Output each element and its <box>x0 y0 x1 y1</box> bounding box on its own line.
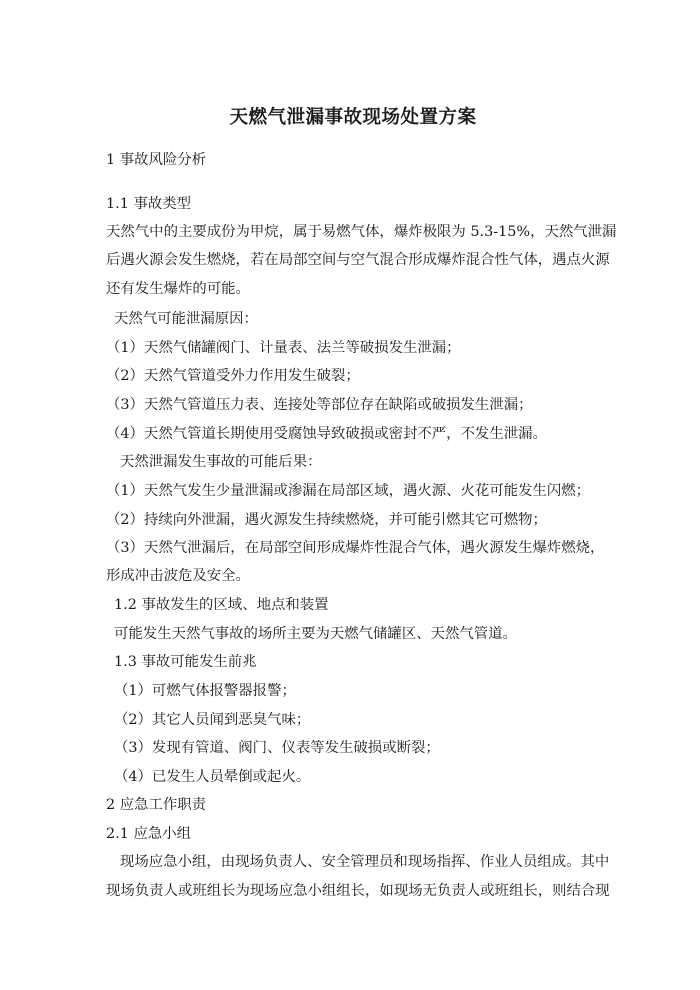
document-page <box>106 0 617 990</box>
list-item: （2）持续向外泄漏，遇火源发生持续燃烧，并可能引燃其它可燃物； <box>106 512 547 528</box>
paragraph-line: 可能发生天然气事故的场所主要为天燃气储罐区、天然气管道。 <box>114 626 517 642</box>
paragraph-line: 天然泄漏发生事故的可能后果： <box>120 454 322 470</box>
list-item: （2）其它人员闻到恶臭气味； <box>114 712 311 728</box>
paragraph-line: 还有发生爆炸的可能。 <box>106 281 250 297</box>
list-item: （4）已发生人员晕倒或起火。 <box>114 769 311 785</box>
subsection-heading-1-3: 1.3 事故可能发生前兆 <box>114 654 257 670</box>
list-item: （1）可燃气体报警器报警； <box>114 683 296 699</box>
paragraph-line: 现场负责人或班组长为现场应急小组组长，如现场无负责人或班组长，则结合现 <box>106 883 610 899</box>
paragraph-line: 天然气可能泄漏原因： <box>114 311 258 327</box>
list-item: （1）天然气发生少量泄漏或渗漏在局部区域，遇火源、火花可能发生闪燃； <box>106 483 591 499</box>
list-item: （3）天然气泄漏后，在局部空间形成爆炸性混合气体，遇火源发生爆炸燃烧， <box>106 540 605 556</box>
paragraph-line: 形成冲击波危及安全。 <box>106 568 250 584</box>
paragraph-line: 天然气中的主要成份为甲烷，属于易燃气体，爆炸极限为 5.3-15%，天然气泄漏 <box>106 224 617 240</box>
subsection-heading-2-1: 2.1 应急小组 <box>106 826 192 842</box>
paragraph-line: 后遇火源会发生燃烧，若在局部空间与空气混合形成爆炸混合性气体，遇点火源 <box>106 252 610 268</box>
subsection-heading-1-1: 1.1 事故类型 <box>106 196 192 212</box>
paragraph-line: 现场应急小组，由现场负责人、安全管理员和现场指挥、作业人员组成。其中 <box>120 854 610 870</box>
list-item: （4）天然气管道长期使用受腐蚀导致破损或密封不严，不发生泄漏。 <box>106 426 547 442</box>
section-heading-1: 1 事故风险分析 <box>106 152 207 168</box>
subsection-heading-1-2: 1.2 事故发生的区域、地点和装置 <box>114 597 329 613</box>
section-heading-2: 2 应急工作职责 <box>106 797 207 813</box>
list-item: （2）天然气管道受外力作用发生破裂； <box>106 368 360 384</box>
list-item: （1）天然气储罐阀门、计量表、法兰等破损发生泄漏； <box>106 340 461 356</box>
list-item: （3）天然气管道压力表、连接处等部位存在缺陷或破损发生泄漏； <box>106 397 533 413</box>
document-title: 天燃气泄漏事故现场处置方案 <box>229 107 477 128</box>
list-item: （3）发现有管道、阀门、仪表等发生破损或断裂； <box>114 740 440 756</box>
